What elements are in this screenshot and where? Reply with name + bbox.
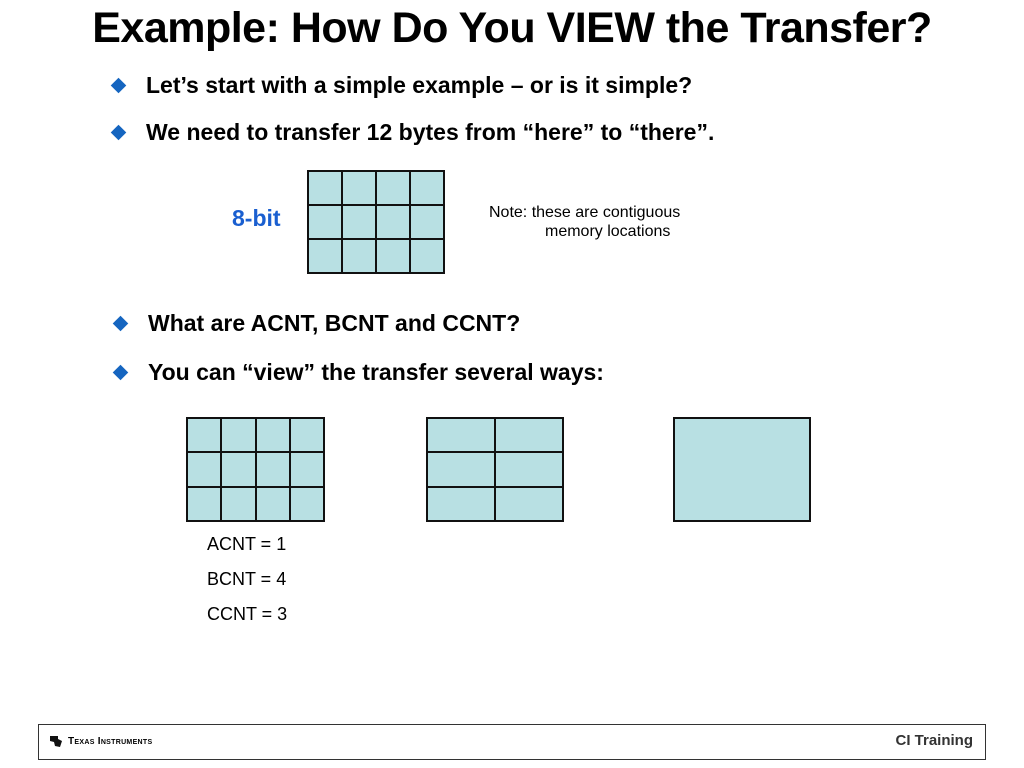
bullet-view-ways [115, 359, 604, 386]
byte-cell [187, 418, 221, 452]
bullet-simple-example [113, 72, 692, 99]
byte-cell [376, 205, 410, 239]
diamond-bullet-icon [111, 78, 127, 94]
slide-title: Example: How Do You VIEW the Transfer? [92, 4, 932, 52]
byte-cell [342, 205, 376, 239]
bullet-text: You can “view” the transfer several ways: [148, 359, 604, 385]
byte-cell [342, 171, 376, 205]
byte-cell [410, 171, 444, 205]
byte-cell [376, 171, 410, 205]
note-line-2: memory locations [545, 223, 671, 240]
byte-cell [290, 487, 324, 521]
diamond-bullet-icon [113, 365, 129, 381]
byte-cell [256, 418, 290, 452]
byte-cell [342, 239, 376, 273]
bullet-text: Let’s start with a simple example – or is it simple? [146, 72, 693, 98]
bcnt-value: BCNT = 4 [207, 569, 287, 589]
bit-width-label: 8-bit [232, 205, 281, 231]
byte-cell [410, 205, 444, 239]
byte-cell [410, 239, 444, 273]
view-grid-block [673, 417, 811, 522]
ccnt-value: CCNT = 3 [207, 604, 288, 624]
byte-cell [290, 452, 324, 486]
acnt-value: ACNT = 1 [207, 534, 287, 554]
byte-cell [221, 418, 255, 452]
memory-grid [307, 170, 445, 274]
footer-bar [38, 724, 986, 760]
bullet-text: We need to transfer 12 bytes from “here” to “there”. [146, 119, 715, 145]
ci-training-label: CI Training [895, 732, 973, 749]
company-name: Texas Instruments [68, 736, 153, 747]
byte-cell [290, 418, 324, 452]
halfword-cell [495, 452, 563, 486]
block-cell [674, 418, 810, 521]
halfword-cell [495, 418, 563, 452]
byte-cell [376, 239, 410, 273]
halfword-cell [427, 452, 495, 486]
byte-cell [187, 487, 221, 521]
ti-logo [49, 735, 152, 748]
byte-cell [308, 171, 342, 205]
byte-cell [308, 239, 342, 273]
byte-cell [256, 487, 290, 521]
note-line-1: Note: these are contiguous [489, 204, 681, 221]
diamond-bullet-icon [113, 316, 129, 332]
diamond-bullet-icon [111, 125, 127, 141]
byte-cell [308, 205, 342, 239]
halfword-cell [427, 418, 495, 452]
byte-cell [256, 452, 290, 486]
contiguous-note [489, 203, 680, 241]
halfword-cell [495, 487, 563, 521]
bullet-transfer-bytes [113, 119, 714, 146]
bullet-text: What are ACNT, BCNT and CCNT? [148, 310, 521, 336]
halfword-cell [427, 487, 495, 521]
bullet-acnt-question [115, 310, 520, 337]
view-grid-halfwords [426, 417, 564, 522]
byte-cell [221, 452, 255, 486]
view-grid-bytes [186, 417, 325, 522]
byte-cell [187, 452, 221, 486]
ti-logo-icon [49, 735, 63, 748]
byte-cell [221, 487, 255, 521]
